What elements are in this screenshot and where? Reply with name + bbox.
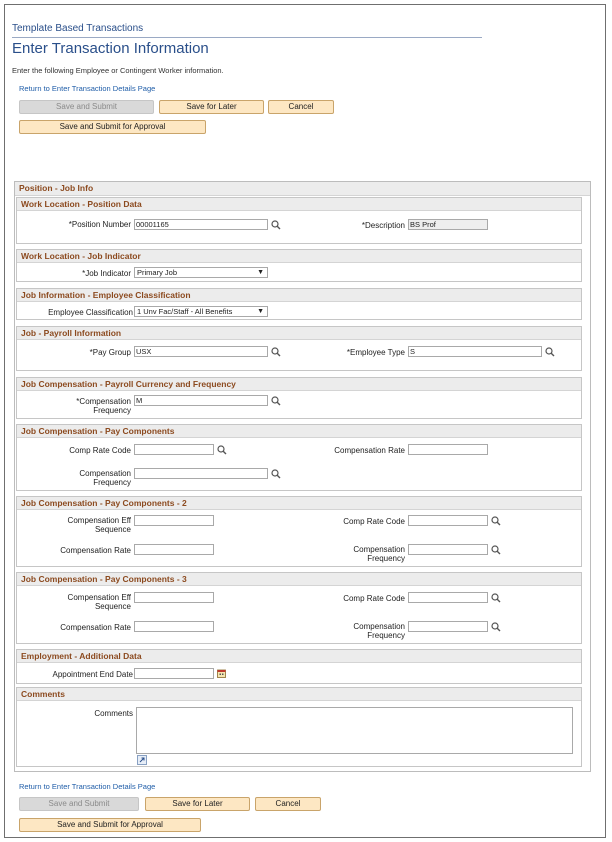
section-comments bbox=[16, 687, 582, 767]
section-header bbox=[17, 573, 581, 586]
breadcrumb-divider bbox=[12, 37, 482, 38]
save-submit-approval-button-bottom[interactable]: Save and Submit for Approval bbox=[19, 818, 201, 832]
compensation-rate-label: Compensation Rate bbox=[334, 446, 405, 455]
return-link-top[interactable]: Return to Enter Transaction Details Page bbox=[19, 84, 156, 93]
comp-rate-code-input[interactable] bbox=[408, 592, 488, 603]
cancel-button-top[interactable]: Cancel bbox=[268, 100, 334, 114]
section-title: Job - Payroll Information bbox=[21, 328, 122, 338]
compensation-frequency-label: Compensation Frequency bbox=[353, 545, 405, 563]
panel-title: Position - Job Info bbox=[19, 183, 94, 193]
section-header bbox=[17, 289, 581, 302]
comp-rate-code-input[interactable] bbox=[134, 444, 214, 455]
compensation-rate-input[interactable] bbox=[134, 621, 214, 632]
section-header bbox=[17, 327, 581, 340]
employee-classification-select[interactable] bbox=[134, 306, 268, 317]
section-title: Job Compensation - Payroll Currency and Frequency bbox=[21, 379, 236, 389]
save-submit-approval-button-top[interactable]: Save and Submit for Approval bbox=[19, 120, 206, 134]
comments-textarea[interactable] bbox=[136, 707, 573, 754]
magnifier-icon[interactable] bbox=[217, 445, 227, 455]
calendar-icon[interactable] bbox=[217, 669, 226, 678]
compensation-eff-sequence-label: Compensation Eff Sequence bbox=[67, 516, 131, 534]
magnifier-icon[interactable] bbox=[491, 593, 501, 603]
selected-value: Primary Job bbox=[137, 268, 178, 277]
breadcrumb[interactable]: Template Based Transactions bbox=[12, 23, 144, 34]
compensation-frequency-label: Compensation Frequency bbox=[79, 469, 131, 487]
appointment-end-date-input[interactable] bbox=[134, 668, 214, 679]
compensation-rate-input[interactable] bbox=[134, 544, 214, 555]
magnifier-icon[interactable] bbox=[271, 220, 281, 230]
position-number-label: *Position Number bbox=[68, 220, 131, 229]
section-title: Job Compensation - Pay Components bbox=[21, 426, 175, 436]
save-later-button-bottom[interactable]: Save for Later bbox=[145, 797, 250, 811]
section-pay-components bbox=[16, 424, 582, 491]
save-later-button-top[interactable]: Save for Later bbox=[159, 100, 264, 114]
section-position-data bbox=[16, 197, 582, 244]
section-header bbox=[17, 688, 581, 701]
compensation-frequency-input[interactable] bbox=[408, 544, 488, 555]
section-title: Work Location - Job Indicator bbox=[21, 251, 141, 261]
comp-rate-code-input[interactable] bbox=[408, 515, 488, 526]
comp-rate-code-label: Comp Rate Code bbox=[69, 446, 131, 455]
section-title: Job Compensation - Pay Components - 2 bbox=[21, 498, 187, 508]
instructions-text: Enter the following Employee or Contingent Worker information. bbox=[12, 66, 224, 75]
compensation-eff-sequence-input[interactable] bbox=[134, 515, 214, 526]
dropdown-arrow-icon: ▼ bbox=[257, 269, 264, 276]
save-submit-button-bottom[interactable]: Save and Submit bbox=[19, 797, 139, 811]
job-indicator-label: *Job Indicator bbox=[82, 269, 131, 278]
compensation-frequency-label: *Compensation Frequency bbox=[76, 397, 131, 415]
section-job-indicator bbox=[16, 249, 582, 282]
section-header bbox=[17, 250, 581, 263]
magnifier-icon[interactable] bbox=[545, 347, 555, 357]
section-header bbox=[17, 378, 581, 391]
comp-rate-code-label: Comp Rate Code bbox=[343, 594, 405, 603]
description-label: *Description bbox=[361, 221, 405, 230]
compensation-rate-label: Compensation Rate bbox=[60, 623, 131, 632]
section-title: Work Location - Position Data bbox=[21, 199, 142, 209]
section-additional-data bbox=[16, 649, 582, 684]
appointment-end-date-label: Appointment End Date bbox=[52, 670, 133, 679]
pay-group-label: *Pay Group bbox=[89, 348, 131, 357]
description-field: BS Prof bbox=[408, 219, 488, 230]
position-number-input[interactable]: 00001165 bbox=[134, 219, 268, 230]
employee-type-input[interactable]: S bbox=[408, 346, 542, 357]
panel-header bbox=[15, 182, 590, 196]
dropdown-arrow-icon: ▼ bbox=[257, 308, 264, 315]
comments-label: Comments bbox=[94, 709, 133, 718]
section-payroll-information bbox=[16, 326, 582, 371]
magnifier-icon[interactable] bbox=[271, 347, 281, 357]
section-header bbox=[17, 497, 581, 510]
compensation-frequency-input[interactable] bbox=[408, 621, 488, 632]
comp-rate-code-label: Comp Rate Code bbox=[343, 517, 405, 526]
compensation-frequency-input[interactable] bbox=[134, 468, 268, 479]
section-title: Employment - Additional Data bbox=[21, 651, 142, 661]
compensation-frequency-input[interactable]: M bbox=[134, 395, 268, 406]
pay-group-input[interactable]: USX bbox=[134, 346, 268, 357]
page-title: Enter Transaction Information bbox=[12, 40, 209, 57]
compensation-rate-input[interactable] bbox=[408, 444, 488, 455]
compensation-eff-sequence-label: Compensation Eff Sequence bbox=[67, 593, 131, 611]
job-indicator-select[interactable] bbox=[134, 267, 268, 278]
section-header bbox=[17, 198, 581, 211]
compensation-frequency-label: Compensation Frequency bbox=[353, 622, 405, 640]
cancel-button-bottom[interactable]: Cancel bbox=[255, 797, 321, 811]
section-header bbox=[17, 425, 581, 438]
magnifier-icon[interactable] bbox=[271, 469, 281, 479]
compensation-rate-label: Compensation Rate bbox=[60, 546, 131, 555]
compensation-eff-sequence-input[interactable] bbox=[134, 592, 214, 603]
magnifier-icon[interactable] bbox=[491, 545, 501, 555]
section-employee-classification bbox=[16, 288, 582, 320]
section-pay-components-2 bbox=[16, 496, 582, 567]
employee-classification-label: Employee Classification bbox=[48, 308, 133, 317]
section-header bbox=[17, 650, 581, 663]
section-currency-frequency bbox=[16, 377, 582, 419]
employee-type-label: *Employee Type bbox=[346, 348, 405, 357]
section-title: Job Information - Employee Classification bbox=[21, 290, 191, 300]
section-pay-components-3 bbox=[16, 572, 582, 644]
expand-textarea-icon[interactable] bbox=[137, 755, 147, 765]
section-title: Comments bbox=[21, 689, 65, 699]
magnifier-icon[interactable] bbox=[491, 622, 501, 632]
return-link-bottom[interactable]: Return to Enter Transaction Details Page bbox=[19, 782, 156, 791]
magnifier-icon[interactable] bbox=[271, 396, 281, 406]
magnifier-icon[interactable] bbox=[491, 516, 501, 526]
save-submit-button-top[interactable]: Save and Submit bbox=[19, 100, 154, 114]
selected-value: 1 Unv Fac/Staff - All Benefits bbox=[137, 307, 233, 316]
section-title: Job Compensation - Pay Components - 3 bbox=[21, 574, 187, 584]
